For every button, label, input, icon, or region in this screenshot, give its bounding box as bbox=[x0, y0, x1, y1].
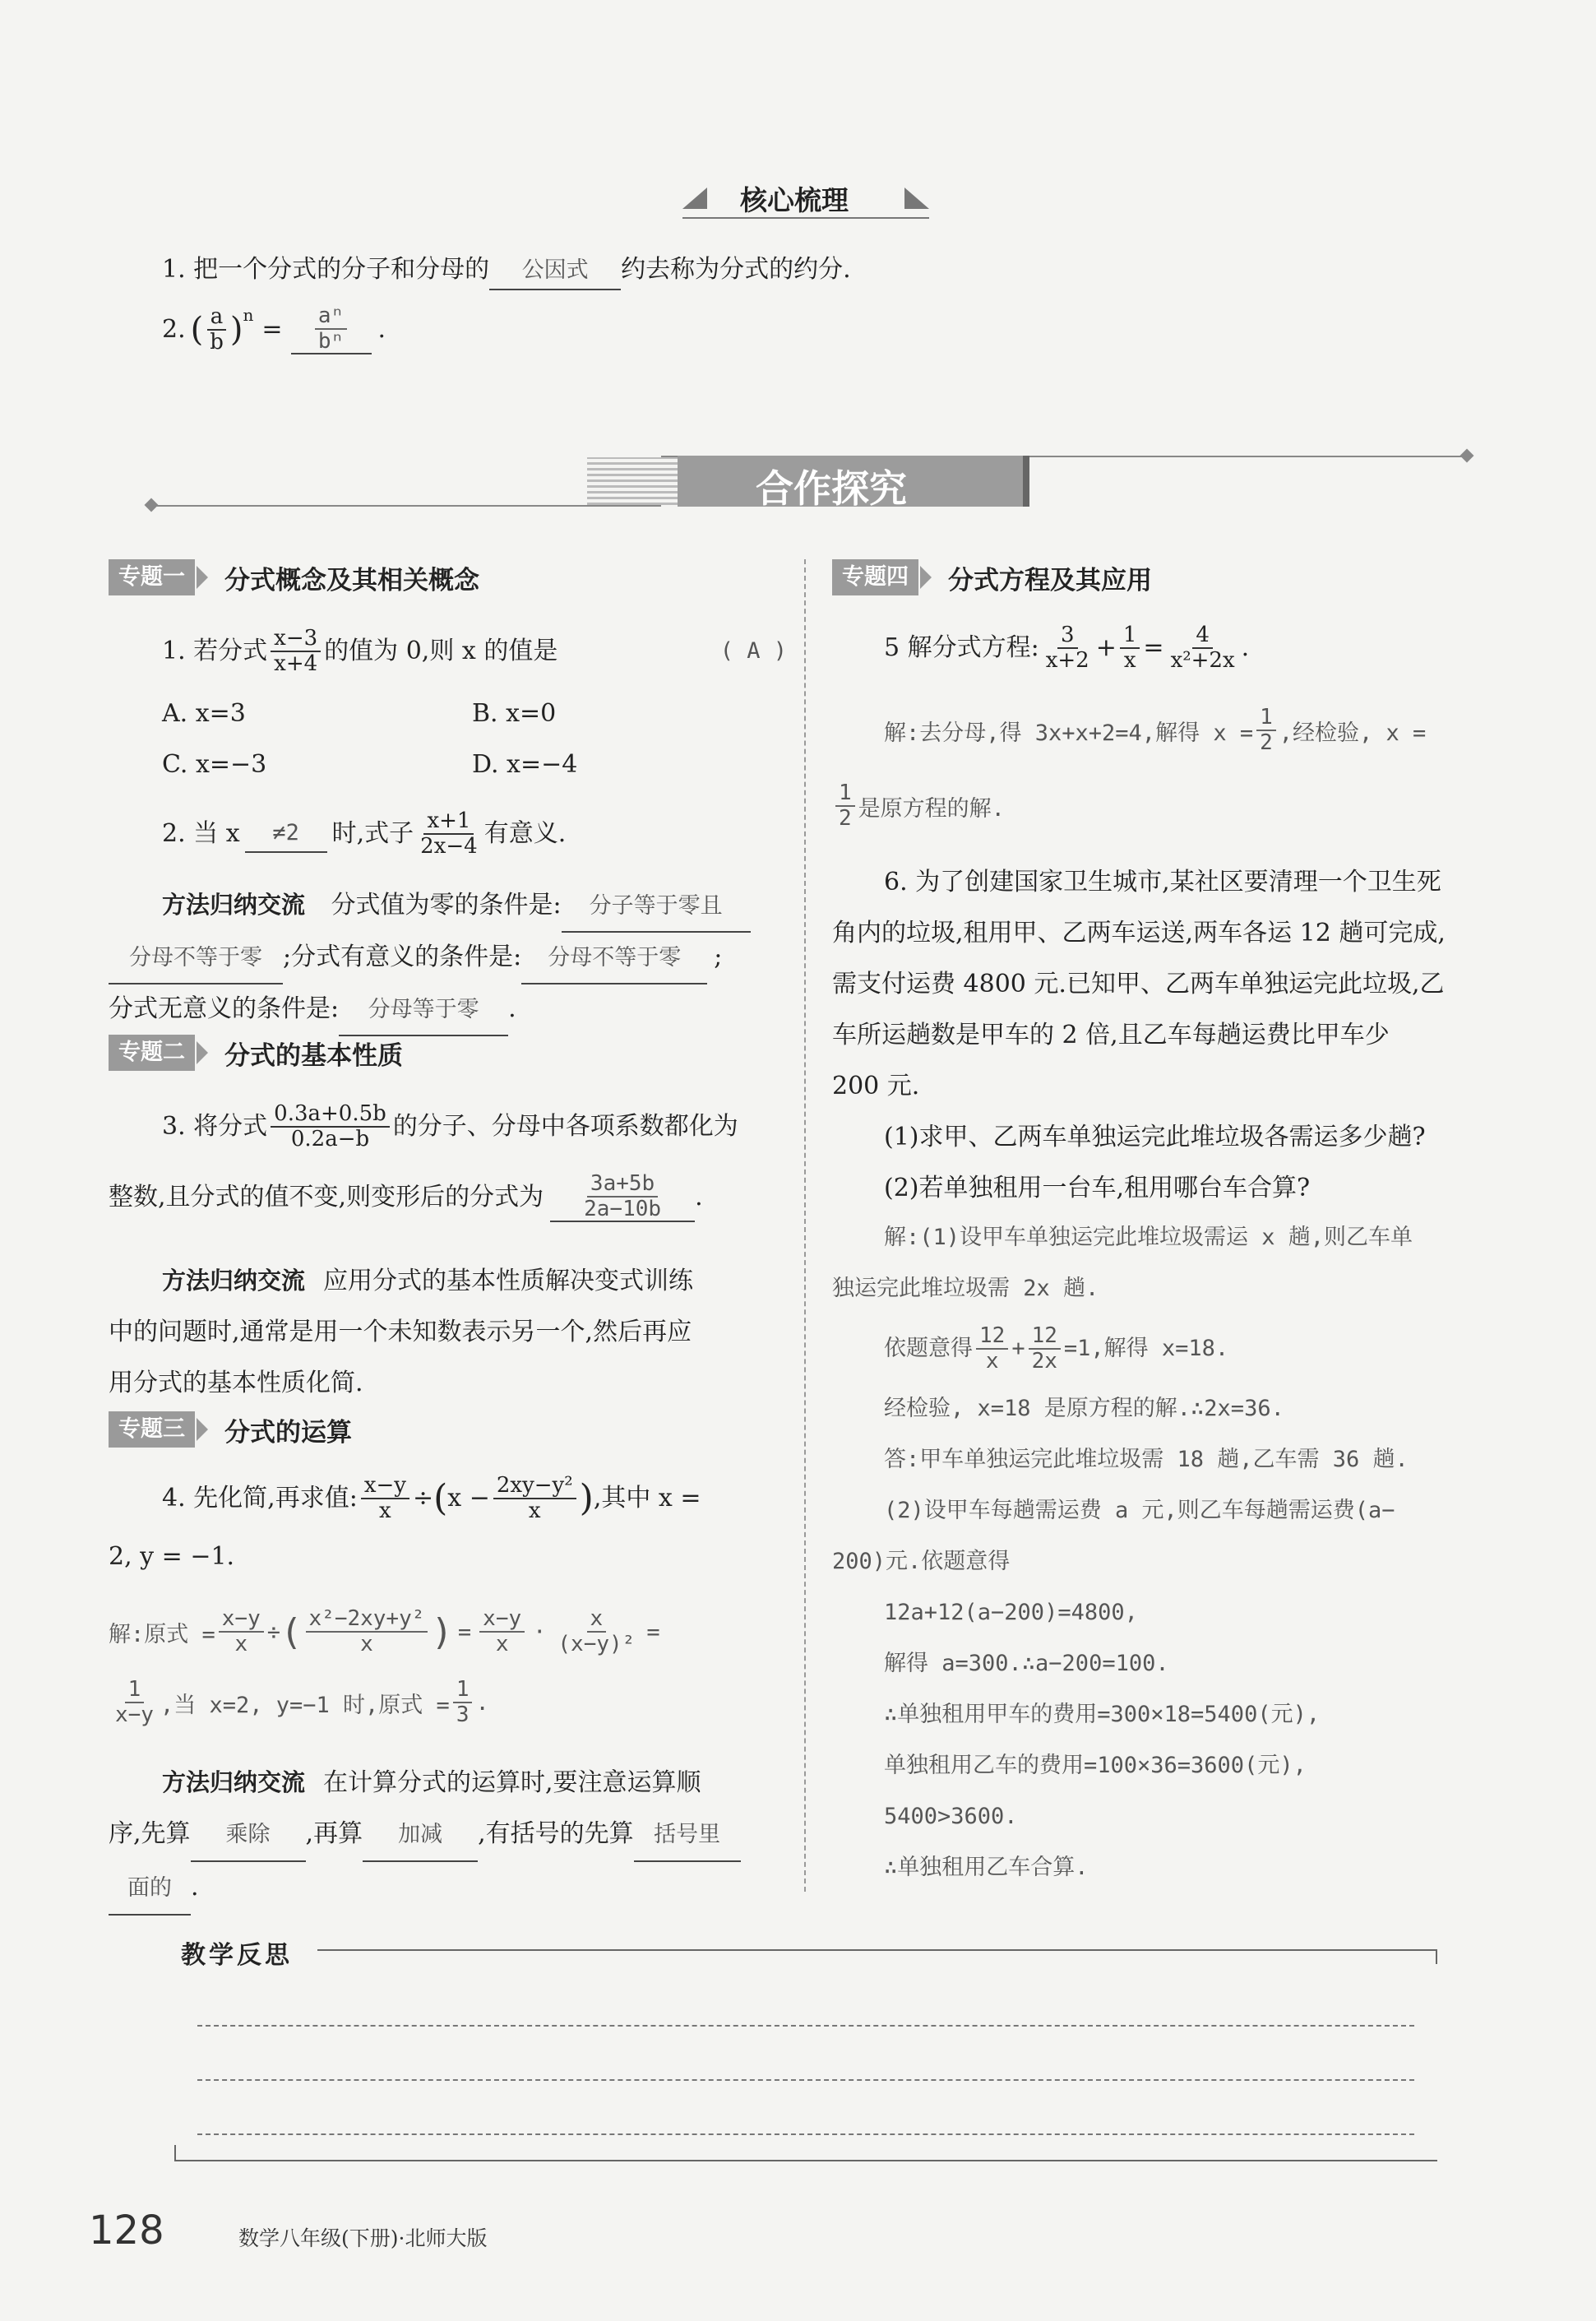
reflection-line bbox=[197, 2079, 1414, 2081]
section-title: 核心梳理 bbox=[740, 184, 849, 216]
topic-title: 分式概念及其相关概念 bbox=[224, 565, 479, 595]
fraction: $\frac{a}{b}$ bbox=[206, 305, 227, 354]
option-a: A. x=3 bbox=[162, 699, 246, 728]
topic-tag: 专题四 bbox=[832, 559, 918, 595]
fraction: $\frac{x+1}{2x-4}$ bbox=[420, 808, 478, 859]
answer-blank: $\frac{\text{aⁿ}}{\text{bⁿ}}$ bbox=[291, 304, 372, 354]
question-5: 5 解分式方程: $\frac{3}{x+2}$ + $\frac{1}{x}$ = $\frac{4}{\text{x²+2x}}$ . bbox=[884, 623, 1250, 673]
fraction: $\frac{x-3}{x+4}$ bbox=[271, 627, 321, 675]
column-divider bbox=[804, 559, 806, 1892]
reflection-line bbox=[197, 2133, 1414, 2135]
method-summary-3: 方法归纳交流 在计算分式的运算时,要注意运算顺 序,先算 乘除 ,再算 加减 ,有括号的先算 括号里 面的 . bbox=[109, 1757, 791, 1916]
topic-tag: 专题三 bbox=[109, 1411, 195, 1448]
method-label: 方法归纳交流 bbox=[162, 1768, 306, 1796]
option-c: C. x=−3 bbox=[162, 750, 267, 779]
option-b: B. x=0 bbox=[472, 699, 557, 728]
topic-header-1 bbox=[109, 558, 479, 597]
reflection-title: 教学反思 bbox=[181, 1941, 293, 1970]
core-item-2: 2. ( $\frac{a}{b}$ ) n = $\frac{\text{aⁿ}}{\text{bⁿ}}$ . bbox=[162, 303, 386, 354]
solution-5: 解:去分母,得 3x+x+2=4,解得 x = $\frac{1}{2}$ ,经检验, x = $\frac{1}{2}$ 是原方程的解. bbox=[832, 701, 1506, 839]
topic-title: 分式的基本性质 bbox=[224, 1040, 403, 1071]
answer: ( A ) bbox=[719, 637, 787, 664]
book-title: 数学八年级(下册)·北师大版 bbox=[238, 2226, 488, 2250]
reflection-right-tick bbox=[1436, 1949, 1437, 1964]
diamond-icon bbox=[1460, 449, 1474, 463]
banner-title: 合作探究 bbox=[756, 466, 907, 511]
fraction: $\frac{x-y}{x}$ bbox=[361, 1474, 409, 1522]
banner bbox=[151, 444, 1467, 518]
reflection-line bbox=[197, 2025, 1414, 2027]
fraction: $\frac{\text{2xy−y²}}{x}$ bbox=[493, 1474, 576, 1522]
answer-blank: 公因式 bbox=[489, 252, 621, 290]
method-label: 方法归纳交流 bbox=[162, 1267, 306, 1295]
method-label: 方法归纳交流 bbox=[162, 891, 306, 919]
question-4: 4. 先化简,再求值: $\frac{x-y}{x}$ ÷ ( x − $\frac{\text{2xy−y²}}{x}$ ) ,其中 x = 2, y = −1. bbox=[109, 1473, 701, 1572]
topic-header-3 bbox=[109, 1410, 352, 1449]
reflection-top-line bbox=[317, 1949, 1437, 1951]
method-summary-1: 方法归纳交流 分式值为零的条件是: 分子等于零且 分母不等于零 ;分式有意义的条件是: 分母不等于零 ; 分式无意义的条件是: 分母等于零 . bbox=[109, 880, 791, 1036]
topic-header-4 bbox=[832, 558, 1152, 597]
solution-6: 解:(1)设甲车单独运完此堆垃圾需运 x 趟,则乙车单 独运完此堆垃圾需 2x 趟. 依题意得 $\frac{12}{x}$ + $\frac{12}{2x}$ =1,解得 x=18. 经检验, x=18 是原方程的解.∴2x=36. 答:甲车单独运完此堆垃圾需 18 趟,乙车需 36 趟. (2)设甲车每趟需运费 a 元,则乙车每趟需运费(a− 200)元.依题意得 12a+12(a−200)=4800, 解得 a=300.∴a−200=100. ∴单独租用甲车的费用=300×18=5400(元), 单独租用乙车的费用=100×36=3600(元), 5400>3600. ∴单独租用乙车合算. bbox=[832, 1225, 1413, 1880]
solution-4: 解:原式 = $\frac{x-y}{x}$ ÷ ( $\frac{\text{x²−2xy+y²}}{x}$ ) = $\frac{x-y}{x}$ · $\frac{x}{\text{(x−y)²}}$ = $\frac{1}{x-y}$ ,当 x=2, y=−1 时,原式 = $\frac{1}{3}$ . bbox=[109, 1606, 660, 1727]
question-3: 3. 将分式 $\frac{0.3a+0.5b}{0.2a-b}$ 的分子、分母中各项系数都化为 整数,且分式的值不变,则变形后的分式为 $\frac{3a+5b}{2a-10b}$ . bbox=[109, 1101, 738, 1221]
question-1: 1. 若分式 $\frac{x-3}{x+4}$ 的值为 0,则 x 的值是 ( A ) bbox=[162, 626, 787, 676]
core-header bbox=[682, 174, 929, 220]
diamond-icon bbox=[145, 498, 159, 512]
topic-tag: 专题一 bbox=[109, 559, 195, 595]
reflection-left-tick bbox=[174, 2145, 176, 2160]
topic-title: 分式方程及其应用 bbox=[948, 565, 1152, 595]
reflection-bottom-line bbox=[174, 2160, 1437, 2161]
method-summary-2: 方法归纳交流 应用分式的基本性质解决变式训练 中的问题时,通常是用一个未知数表示另一个,然后再应 用分式的基本性质化简. bbox=[109, 1267, 694, 1397]
question-2: 2. 当 x ≠2 时,式子 $\frac{x+1}{2x-4}$ 有意义. bbox=[162, 808, 567, 859]
paren-open: ( bbox=[190, 310, 204, 349]
topic-title: 分式的运算 bbox=[224, 1417, 352, 1448]
answer-blank: $\frac{3a+5b}{2a-10b}$ bbox=[550, 1172, 695, 1222]
header-decor-left bbox=[682, 188, 707, 209]
header-decor-right bbox=[904, 188, 929, 209]
topic-tag: 专题二 bbox=[109, 1035, 195, 1071]
topic-header-2 bbox=[109, 1033, 403, 1072]
fraction: $\frac{0.3a+0.5b}{0.2a-b}$ bbox=[271, 1102, 390, 1151]
banner-line bbox=[151, 505, 661, 507]
banner-stripes bbox=[587, 457, 678, 505]
header-underline bbox=[682, 217, 929, 219]
core-item-1: 1. 把一个分式的分子和分母的 公因式 约去称为分式的约分. bbox=[162, 252, 851, 290]
question-6: 6. 为了创建国家卫生城市,某社区要清理一个卫生死 角内的垃圾,租用甲、乙两车运送,两车各运 12 趟可完成, 需支付运费 4800 元.已知甲、乙两车单独运完此垃圾,乙 车所运趟数是甲车的 2 倍,且乙车每趟运费比甲车少 200 元. (1)求甲、乙两车单独运完此堆垃圾各需运多少趟? (2)若单独租用一台车,租用哪台车合算? bbox=[832, 868, 1446, 1202]
option-d: D. x=−4 bbox=[472, 750, 578, 779]
page-number: 128 bbox=[89, 2207, 164, 2254]
answer-blank: ≠2 bbox=[245, 815, 327, 853]
